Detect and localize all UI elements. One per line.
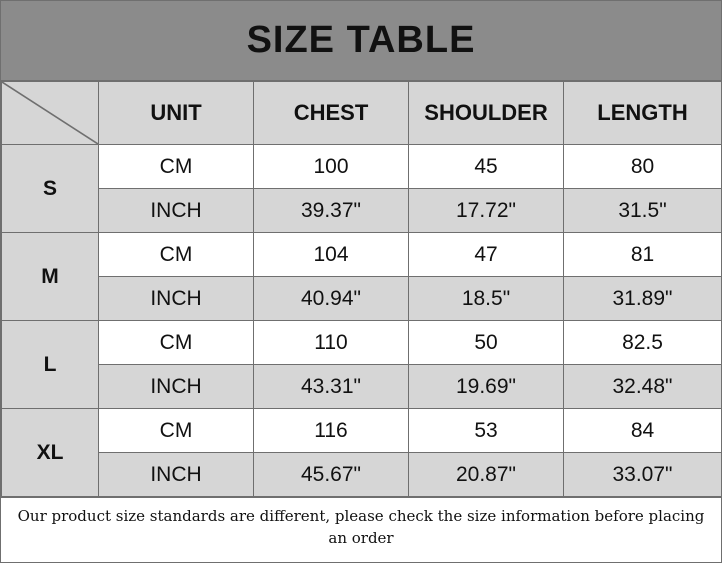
diagonal-divider-icon [2, 82, 98, 144]
table-row [2, 365, 722, 409]
table-row [2, 409, 722, 453]
shoulder-value: 19.69" [409, 365, 564, 409]
shoulder-value: 45 [409, 145, 564, 189]
table-row [2, 189, 722, 233]
table-row [2, 277, 722, 321]
length-value: 84 [564, 409, 722, 453]
chest-value: 40.94" [254, 277, 409, 321]
size-disclaimer-note [1, 497, 721, 562]
length-value: 32.48" [564, 365, 722, 409]
unit-cell: INCH [99, 453, 254, 497]
shoulder-value: 47 [409, 233, 564, 277]
table-row [2, 233, 722, 277]
length-value: 31.89" [564, 277, 722, 321]
length-value: 80 [564, 145, 722, 189]
unit-cell: INCH [99, 277, 254, 321]
length-value: 82.5 [564, 321, 722, 365]
size-label-s: S [2, 145, 99, 233]
column-header-length: LENGTH [564, 82, 722, 145]
length-value: 81 [564, 233, 722, 277]
unit-cell: CM [99, 321, 254, 365]
chest-value: 45.67" [254, 453, 409, 497]
unit-cell: INCH [99, 189, 254, 233]
chest-value: 116 [254, 409, 409, 453]
shoulder-value: 53 [409, 409, 564, 453]
size-label-l: L [2, 321, 99, 409]
chest-value: 104 [254, 233, 409, 277]
chest-value: 100 [254, 145, 409, 189]
chest-value: 39.37" [254, 189, 409, 233]
chest-value: 110 [254, 321, 409, 365]
page-title: SIZE TABLE [246, 19, 476, 61]
table-row [2, 321, 722, 365]
shoulder-value: 17.72" [409, 189, 564, 233]
shoulder-value: 20.87" [409, 453, 564, 497]
shoulder-value: 18.5" [409, 277, 564, 321]
note-text: Our product size standards are different, please check the size information before placing an order [17, 506, 705, 547]
table-row [2, 145, 722, 189]
column-header-unit: UNIT [99, 82, 254, 145]
title-banner [1, 1, 721, 81]
column-header-shoulder: SHOULDER [409, 82, 564, 145]
size-label-xl: XL [2, 409, 99, 497]
unit-cell: CM [99, 233, 254, 277]
unit-cell: CM [99, 409, 254, 453]
unit-cell: CM [99, 145, 254, 189]
size-chart-table [1, 81, 722, 497]
corner-cell [2, 82, 99, 145]
column-header-chest: CHEST [254, 82, 409, 145]
size-label-m: M [2, 233, 99, 321]
length-value: 31.5" [564, 189, 722, 233]
shoulder-value: 50 [409, 321, 564, 365]
chest-value: 43.31" [254, 365, 409, 409]
table-row [2, 453, 722, 497]
table-header-row [2, 82, 722, 145]
unit-cell: INCH [99, 365, 254, 409]
length-value: 33.07" [564, 453, 722, 497]
